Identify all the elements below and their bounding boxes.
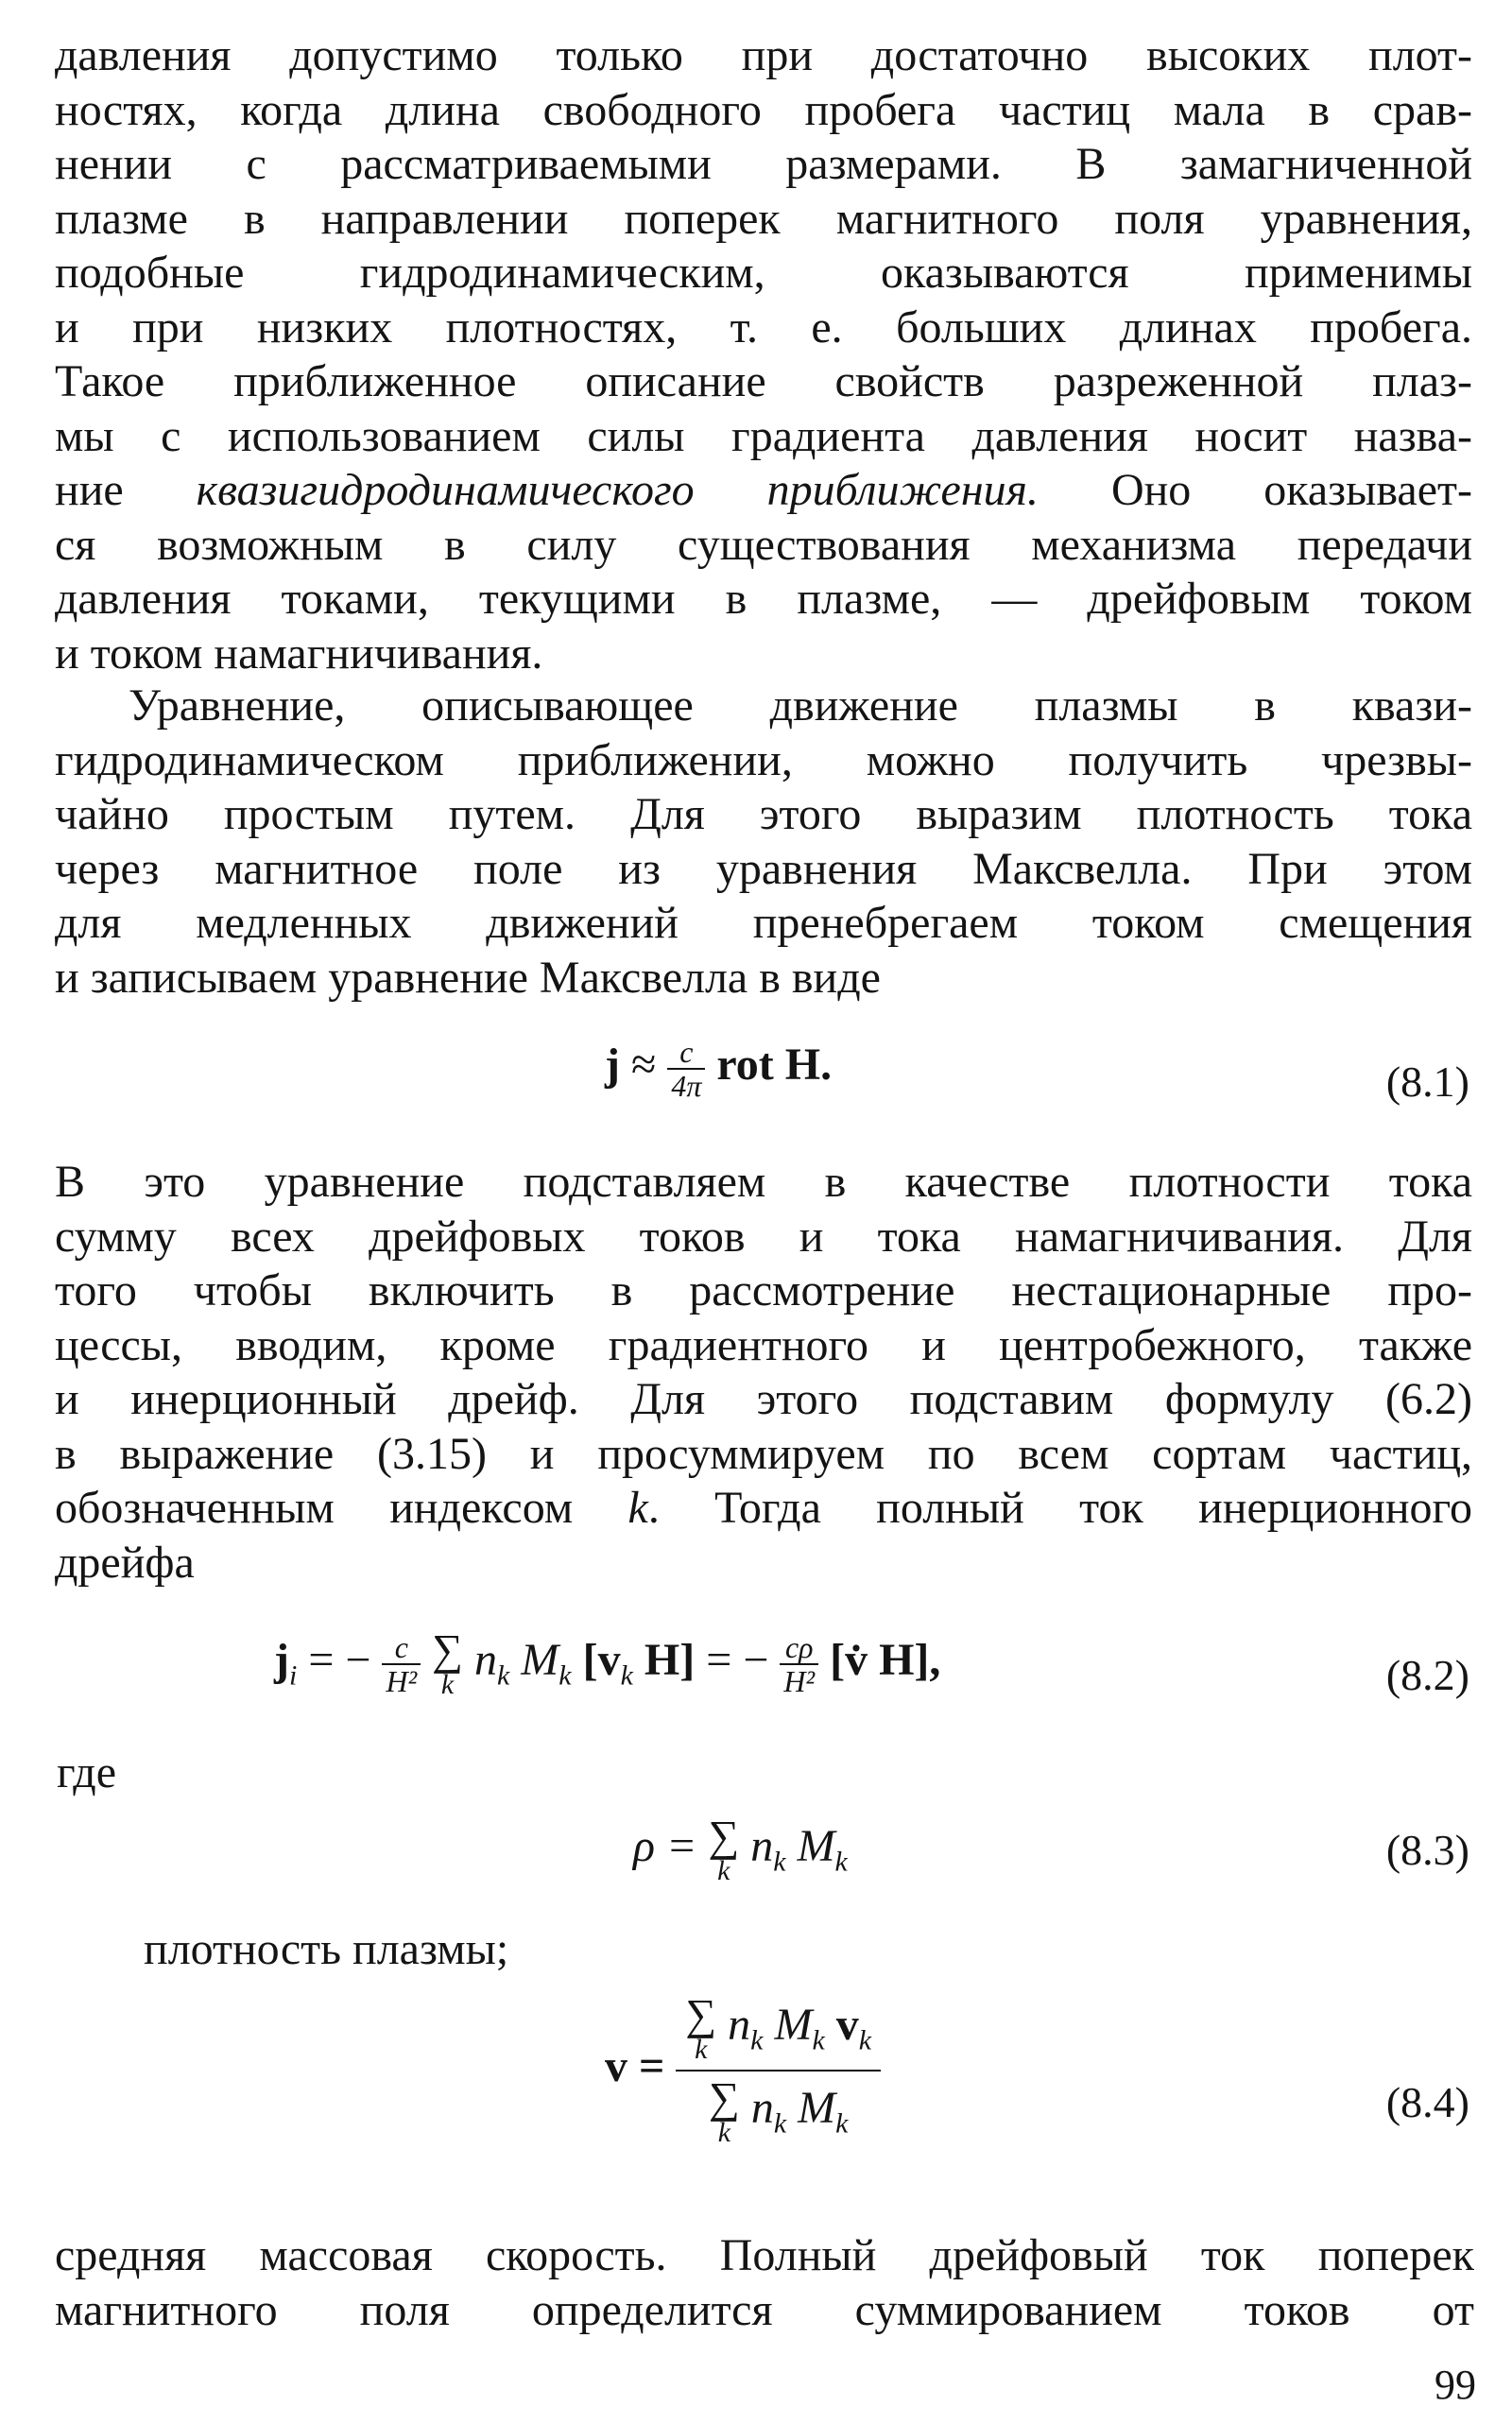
- numerator: c: [667, 1036, 705, 1070]
- text-run: . Тогда полный ток инерционного: [647, 1483, 1473, 1533]
- text-line: нении с рассматриваемыми размерами. В замагниченной: [55, 139, 1472, 189]
- cross-product-open: [v: [582, 1635, 621, 1686]
- text-run: обозначенным индексом: [55, 1483, 628, 1533]
- equation-8-3: [0, 1810, 1512, 1904]
- equation-number: (8.2): [1385, 1651, 1469, 1699]
- text-line: ся возможным в силу существования механизма передачи: [55, 519, 1472, 570]
- current-density-symbol: j: [605, 1040, 620, 1091]
- equation-number: (8.1): [1385, 1057, 1469, 1106]
- mean-velocity-symbol: v =: [605, 2041, 665, 2092]
- fraction: [382, 1631, 421, 1697]
- text-run: ние: [55, 465, 197, 515]
- paragraph-1: [55, 28, 1472, 680]
- text-line: мы с использованием силы градиента давления носит назва-: [55, 410, 1472, 461]
- summation-index: k: [717, 2117, 731, 2148]
- mass-term: M: [797, 1821, 835, 1872]
- sigma-sign: ∑: [685, 1990, 717, 2038]
- text-run: Оно оказывает-: [1038, 465, 1472, 515]
- summation: [432, 1625, 463, 1700]
- density-label: плотность плазмы;: [144, 1924, 509, 1974]
- fraction: [780, 1631, 818, 1697]
- text-line: Такое приближенное описание свойств разреженной плаз-: [55, 356, 1472, 406]
- paragraph-4: [55, 2228, 1474, 2337]
- mass-term: M: [798, 2083, 836, 2134]
- sigma-sign: ∑: [709, 2073, 740, 2122]
- where-word: где: [57, 1747, 117, 1797]
- subscript: k: [835, 2107, 849, 2140]
- velocity-term: v: [835, 2000, 859, 2051]
- text-line: и инерционный дрейф. Для этого подставим формулу (6.2): [55, 1374, 1472, 1424]
- text-line: подобные гидродинамическим, оказываются применимы: [55, 248, 1472, 298]
- density-term: n: [473, 1635, 497, 1686]
- subscript: k: [750, 2024, 764, 2056]
- page-number: 99: [1435, 2362, 1476, 2408]
- subscript: k: [834, 1846, 848, 1878]
- fraction: [667, 1036, 705, 1102]
- equals-minus: = −: [706, 1635, 769, 1686]
- fraction: [676, 1990, 881, 2148]
- equation-number: (8.4): [1385, 2078, 1469, 2126]
- text-line: и током намагничивания.: [55, 627, 543, 679]
- summation-index: k: [695, 2034, 708, 2065]
- subscript: k: [773, 1846, 786, 1878]
- text-line: Уравнение, описывающее движение плазмы в квази-: [129, 680, 1472, 731]
- summation: [708, 1812, 740, 1886]
- text-line: и записываем уравнение Максвелла в виде: [55, 952, 881, 1003]
- italic-term: квазигидродинамического приближения.: [196, 465, 1039, 515]
- text-line-with-term: [55, 463, 1472, 518]
- density-term: n: [750, 1821, 774, 1872]
- text-line: средняя массовая скорость. Полный дрейфовый ток поперек: [55, 2230, 1474, 2280]
- cross-product: [v̇ H],: [830, 1635, 941, 1686]
- equation-body: [274, 1625, 941, 1700]
- equals-minus: = −: [308, 1635, 371, 1686]
- text-line: ностях, когда длина свободного пробега частиц мала в срав-: [55, 84, 1472, 135]
- numerator: c: [382, 1631, 421, 1665]
- summation: [685, 1990, 717, 2065]
- subscript: i: [288, 1659, 298, 1692]
- text-line-with-index: [55, 1481, 1472, 1536]
- subscript: k: [858, 2024, 872, 2056]
- summation-index: k: [717, 1855, 730, 1886]
- equation-body: [605, 1036, 832, 1102]
- denominator: H²: [386, 1664, 418, 1698]
- text-line: В это уравнение подставляем в качестве плотности тока: [55, 1157, 1472, 1207]
- density-term: n: [750, 2083, 774, 2134]
- paragraph-2: [55, 679, 1472, 1005]
- text-line: через магнитное поле из уравнения Максвелла. При этом: [55, 843, 1472, 894]
- text-line: чайно простым путем. Для этого выразим плотность тока: [55, 789, 1472, 839]
- summation: [709, 2073, 740, 2148]
- equation-8-2: [0, 1625, 1512, 1729]
- equation-number: (8.3): [1385, 1826, 1469, 1874]
- plasma-density-symbol: ρ =: [633, 1821, 697, 1872]
- subscript: k: [620, 1659, 633, 1692]
- equation-body: [633, 1812, 848, 1886]
- text-line: дрейфа: [55, 1537, 195, 1588]
- numerator: cρ: [780, 1631, 818, 1665]
- text-line: магнитного поля определится суммированием токов от: [55, 2284, 1474, 2335]
- numerator: [676, 1990, 881, 2072]
- paragraph-3: [55, 1155, 1472, 1590]
- rot-h: rot H.: [716, 1040, 833, 1091]
- text-line: и при низких плотностях, т. е. больших длинах пробега.: [55, 301, 1472, 352]
- equation-body: [605, 1990, 881, 2148]
- subscript: k: [812, 2024, 825, 2056]
- cross-product-close: H]: [644, 1635, 696, 1686]
- italic-index: k: [627, 1483, 648, 1533]
- denominator: H²: [783, 1664, 816, 1698]
- sigma-sign: ∑: [432, 1625, 463, 1674]
- mass-term: M: [521, 1635, 559, 1686]
- subscript: k: [773, 2107, 787, 2140]
- subscript: k: [558, 1659, 572, 1692]
- text-line: давления токами, текущими в плазме, — дрейфовым током: [55, 574, 1472, 624]
- denominator: [676, 2072, 881, 2147]
- subscript: k: [496, 1659, 510, 1692]
- equation-8-4: [0, 1990, 1512, 2192]
- text-line: давления допустимо только при достаточно высоких плот-: [55, 30, 1472, 80]
- approx-sign: ≈: [630, 1040, 657, 1091]
- mass-term: M: [774, 2000, 813, 2051]
- text-line: цессы, вводим, кроме градиентного и центробежного, также: [55, 1319, 1472, 1370]
- sigma-sign: ∑: [708, 1812, 740, 1860]
- text-line: гидродинамическом приближении, можно получить чрезвы-: [55, 734, 1472, 785]
- equation-8-1: [0, 1030, 1512, 1106]
- text-line: того чтобы включить в рассмотрение нестационарные про-: [55, 1265, 1472, 1315]
- inertial-current-symbol: j: [274, 1635, 289, 1686]
- density-term: n: [728, 2000, 751, 2051]
- denominator: 4π: [671, 1069, 702, 1103]
- text-line: сумму всех дрейфовых токов и тока намагничивания. Для: [55, 1211, 1472, 1262]
- summation-index: k: [440, 1669, 455, 1700]
- text-line: для медленных движений пренебрегаем током смещения: [55, 898, 1472, 948]
- text-line: в выражение (3.15) и просуммируем по всем сортам частиц,: [55, 1428, 1472, 1479]
- text-line: плазме в направлении поперек магнитного поля уравнения,: [55, 193, 1472, 244]
